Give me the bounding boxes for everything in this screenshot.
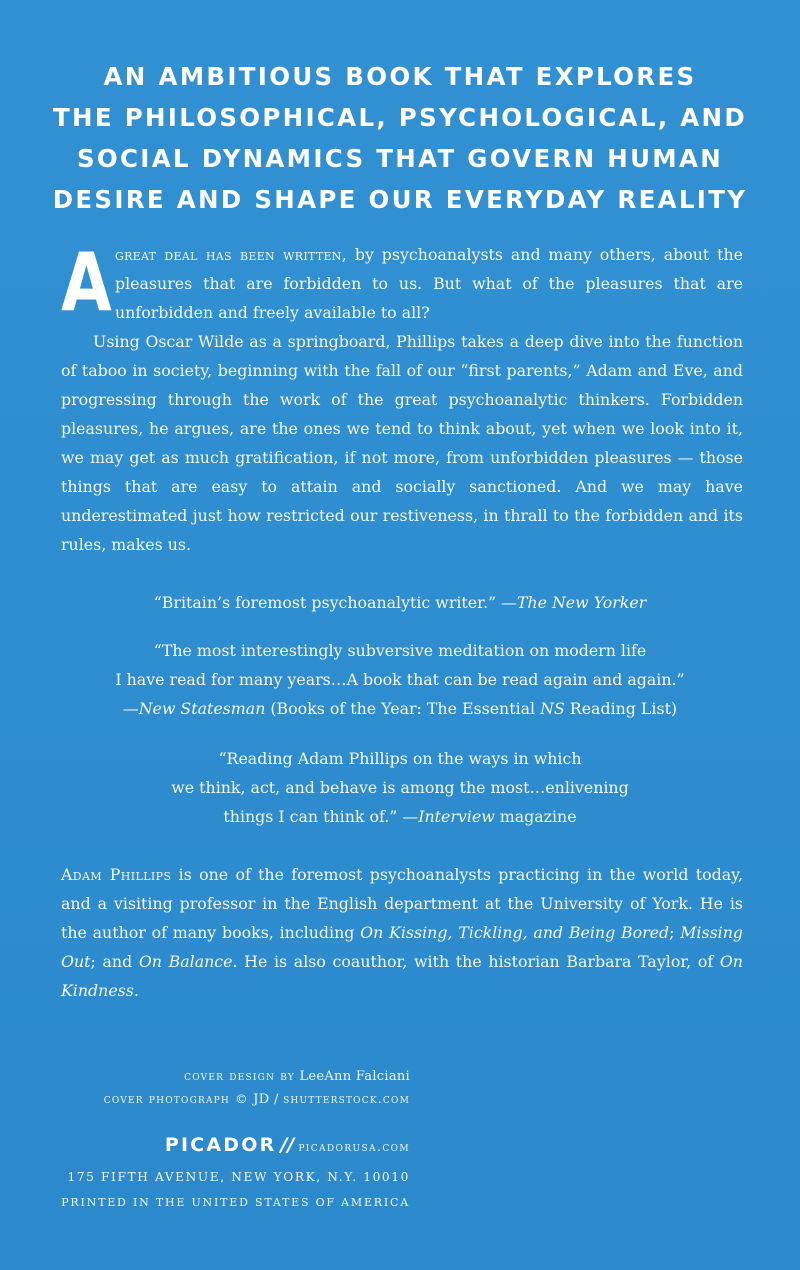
publisher-address: 175 FIFTH AVENUE, NEW YORK, N.Y. 10010 xyxy=(67,1170,410,1184)
publisher-line xyxy=(50,1134,410,1156)
blurb-2-line-1: “The most interestingly subversive meditation on modern life xyxy=(153,641,647,660)
headline-line-1: AN AMBITIOUS BOOK THAT EXPLORES xyxy=(103,62,697,91)
publisher-separator: // xyxy=(280,1134,295,1156)
bio-book-2: Missing Out xyxy=(61,923,744,971)
bio-book-3: On Balance xyxy=(138,952,233,971)
description-paragraph-1 xyxy=(61,236,743,329)
headline xyxy=(0,56,800,220)
blurb-3-text: things I can think of.” xyxy=(223,807,398,826)
blurb-3-line-2: we think, act, and behave is among the most…enlivening xyxy=(171,778,629,797)
blurb-new-yorker xyxy=(0,588,800,617)
blurb-interview xyxy=(0,744,800,831)
book-description xyxy=(61,236,743,559)
blurb-2-note-b: Reading List) xyxy=(564,699,678,718)
blurb-2-source: New Statesman xyxy=(138,699,266,718)
blurb-2-line-2: I have read for many years…A book that can be read again and again.” xyxy=(115,670,685,689)
headline-line-4: DESIRE AND SHAPE OUR EVERYDAY REALITY xyxy=(52,185,748,214)
blurb-3-tail: magazine xyxy=(494,807,577,826)
bio-text-1: is one of the foremost psychoanalysts practicing in the world today, and a visiting professor in the English department at the University of York. He is the author of many books, including xyxy=(61,865,743,942)
blurb-2-attribution xyxy=(0,694,800,723)
cover-photographer: JD xyxy=(248,1092,270,1107)
cover-design-credit xyxy=(50,1065,410,1088)
publisher-logo-text: PICADOR xyxy=(164,1134,277,1156)
bio-text-3: ; and xyxy=(90,952,139,971)
headline-line-3: SOCIAL DYNAMICS THAT GOVERN HUMAN xyxy=(76,144,724,173)
description-paragraph-1-text: by psychoanalysts and many others, about the pleasures that are forbidden to us. But what of the pleasures that are unforbidden and freely available to all? xyxy=(115,245,743,322)
description-paragraph-2: Using Oscar Wilde as a springboard, Phillips takes a deep dive into the function of taboo in society, beginning with the fall of our “first parents,” Adam and Eve, and progressing through the work of the great psychoanalytic thinkers. Forbidden pleasures, he argues, are the ones we tend to think about, yet when we look into it, we may get as much gratification, if not more, from unforbidden pleasures — those things that are easy to attain and socially sanctioned. And we may have underestimated just how restricted our restiveness, in thrall to the forbidden and its rules, makes us. xyxy=(61,332,743,554)
author-bio-paragraph xyxy=(61,860,743,1005)
author-name: Adam Phillips xyxy=(61,865,172,884)
blurb-2-note-a: (Books of the Year: The Essential xyxy=(265,699,541,718)
bio-text-2: ; xyxy=(669,923,681,942)
cover-photo-separator: / xyxy=(269,1092,284,1107)
bio-book-4: On Kindness xyxy=(61,952,743,1000)
cover-photo-credit xyxy=(50,1088,410,1111)
cover-designer-name: LeeAnn Falciani xyxy=(295,1069,410,1084)
bio-text-4: . He is also coauthor, with the historian Barbara Taylor, of xyxy=(232,952,720,971)
blurb-1-dash: — xyxy=(496,593,517,612)
blurb-3-source: Interview xyxy=(418,807,495,826)
blurb-new-statesman xyxy=(0,636,800,723)
blurb-3-line-3 xyxy=(0,802,800,831)
cover-photo-label: cover photograph © xyxy=(103,1091,249,1106)
publisher-url[interactable]: picadorusa.com xyxy=(298,1139,410,1154)
author-bio xyxy=(61,860,743,1005)
printed-in-note: PRINTED IN THE UNITED STATES OF AMERICA xyxy=(61,1196,410,1209)
blurb-1-source: The New Yorker xyxy=(516,593,647,612)
blurb-3-line-1: “Reading Adam Phillips on the ways in which xyxy=(218,749,582,768)
blurb-2-note-ns: NS xyxy=(540,699,565,718)
cover-design-label: cover design by xyxy=(184,1068,296,1083)
cover-photo-source: shutterstock.com xyxy=(283,1091,410,1106)
lead-in-small-caps: great deal has been written, xyxy=(115,245,348,264)
headline-line-2: THE PHILOSOPHICAL, PSYCHOLOGICAL, AND xyxy=(53,103,747,132)
bio-book-1: On Kissing, Tickling, and Being Bored xyxy=(360,923,670,942)
bio-text-5: . xyxy=(133,981,139,1000)
blurb-3-dash: — xyxy=(397,807,419,826)
blurb-2-dash: — xyxy=(122,699,139,718)
drop-cap: A xyxy=(61,236,112,329)
blurb-1-text: “Britain’s foremost psychoanalytic writer.” xyxy=(153,593,497,612)
